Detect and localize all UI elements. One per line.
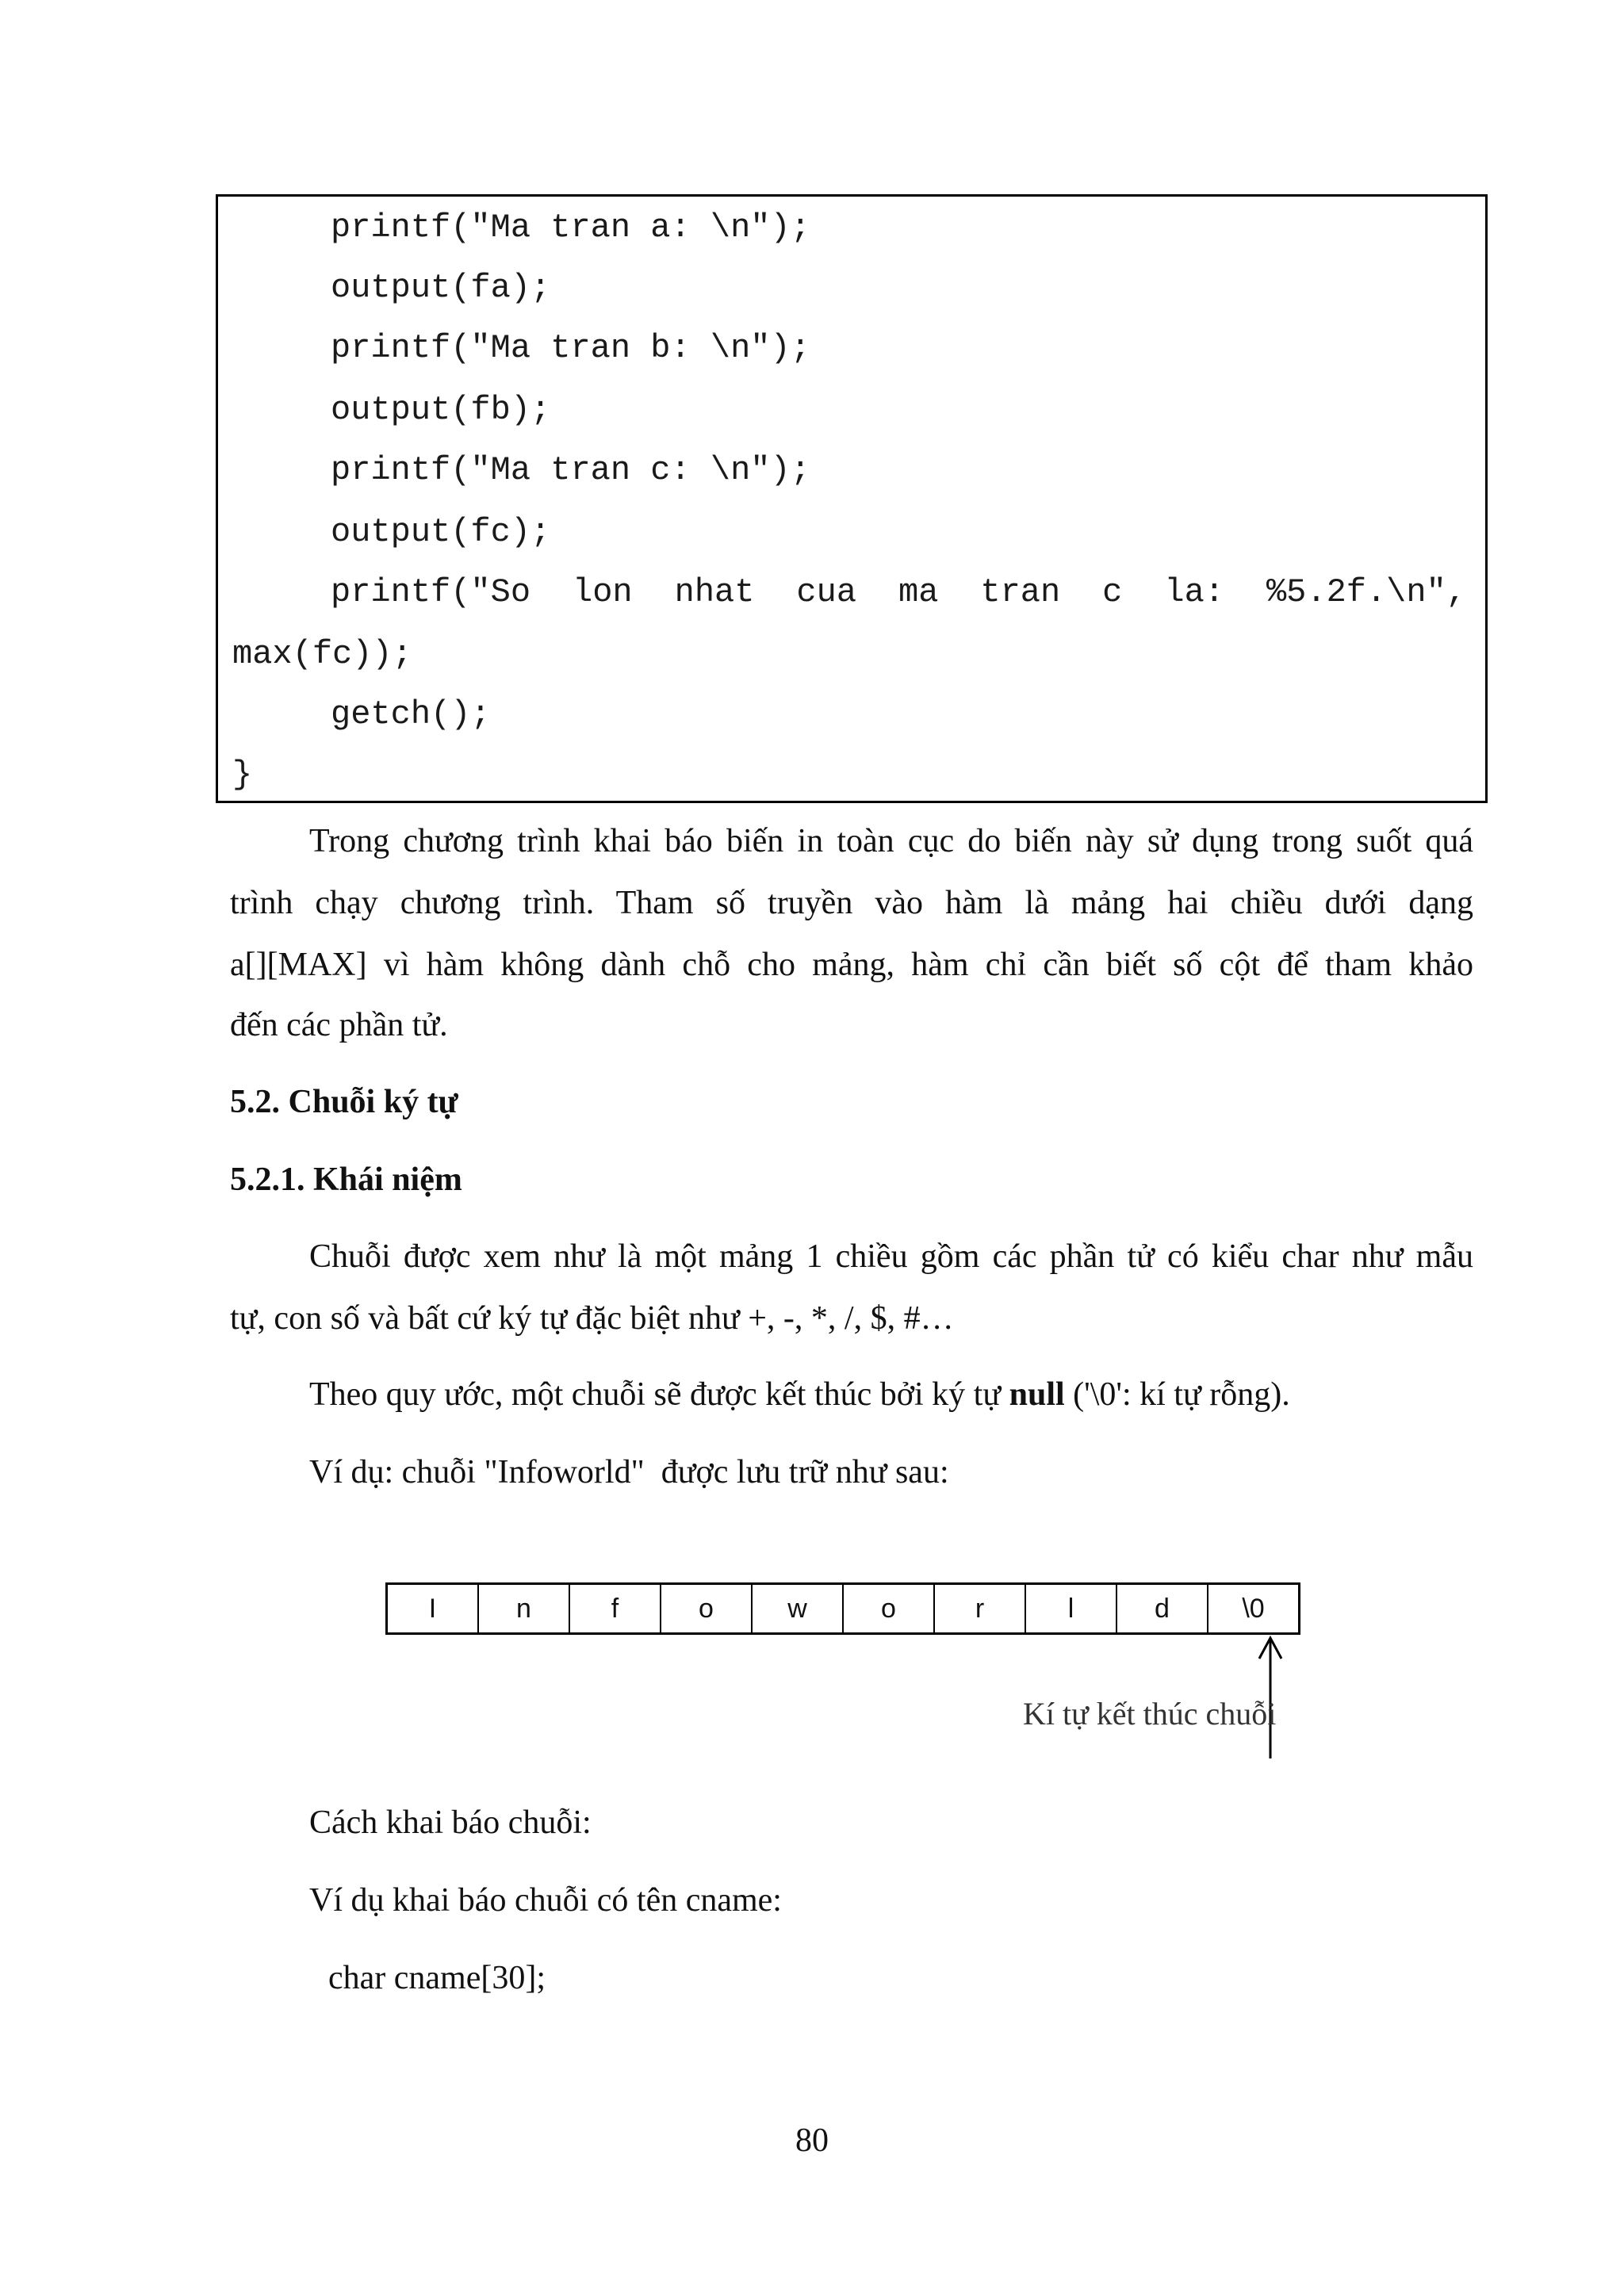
text-line: a[][MAX] vì hàm không dành chỗ cho mảng, hàm chỉ cần biết số cột để tham khảo: [230, 947, 1473, 983]
char-cell: f: [570, 1585, 661, 1632]
up-arrow-icon: [384, 1582, 1288, 1760]
char-cell: I: [388, 1585, 479, 1632]
code-line: printf("So lon nhat cua ma tran c la: %5.2f.\n",: [331, 573, 1466, 611]
code-line: max(fc));: [232, 635, 412, 673]
terminator-label: Kí tự kết thúc chuỗi: [1023, 1696, 1277, 1732]
declare-code: char cname[30];: [328, 1960, 546, 1996]
code-line-closing-brace: }: [232, 756, 253, 794]
page-number: 80: [795, 2122, 829, 2159]
text-line: trình chạy chương trình. Tham số truyền vào hàm là mảng hai chiều dưới dạng: [230, 885, 1473, 921]
code-line: printf("Ma tran c: \n");: [331, 451, 810, 489]
string-storage-diagram: [384, 1582, 1288, 1760]
sentence-part: Theo quy ước, một chuỗi sẽ được kết thúc bởi ký tự: [309, 1376, 1009, 1413]
code-line: output(fb);: [331, 391, 551, 429]
char-cell: o: [661, 1585, 753, 1632]
text-line: tự, con số và bất cứ ký tự đặc biệt như +, -, *, /, $, #…: [230, 1300, 954, 1337]
char-cell: r: [935, 1585, 1026, 1632]
text-line: đến các phần tử.: [230, 1007, 448, 1043]
code-listing: [216, 194, 1488, 803]
char-cell: w: [753, 1585, 844, 1632]
code-line: printf("Ma tran a: \n");: [331, 209, 810, 247]
declare-example-text: Ví dụ khai báo chuỗi có tên cname:: [309, 1882, 782, 1919]
declare-heading: Cách khai báo chuỗi:: [309, 1804, 592, 1841]
char-cell: d: [1117, 1585, 1208, 1632]
section-heading: 5.2. Chuỗi ký tự: [230, 1084, 458, 1120]
char-cell: o: [844, 1585, 935, 1632]
char-cell-terminator: \0: [1242, 1593, 1265, 1624]
code-line: output(fc);: [331, 513, 551, 551]
code-line: printf("Ma tran b: \n");: [331, 329, 810, 367]
char-cell: n: [479, 1585, 570, 1632]
sentence-part: ('\0': kí tự rỗng).: [1064, 1376, 1290, 1413]
subsection-heading: 5.2.1. Khái niệm: [230, 1161, 462, 1198]
code-line: output(fa);: [331, 269, 551, 307]
null-terminator-sentence: [309, 1375, 1290, 1414]
null-keyword: null: [1009, 1376, 1065, 1413]
code-line: getch();: [331, 695, 491, 733]
char-cell: l: [1026, 1585, 1117, 1632]
text-line: Chuỗi được xem như là một mảng 1 chiều gồm các phần tử có kiểu char như mẫu: [309, 1238, 1473, 1275]
text-line: Trong chương trình khai báo biến in toàn cục do biến này sử dụng trong suốt quá: [309, 823, 1473, 859]
example-sentence: Ví dụ: chuỗi "Infoworld" được lưu trữ như sau:: [309, 1454, 949, 1490]
